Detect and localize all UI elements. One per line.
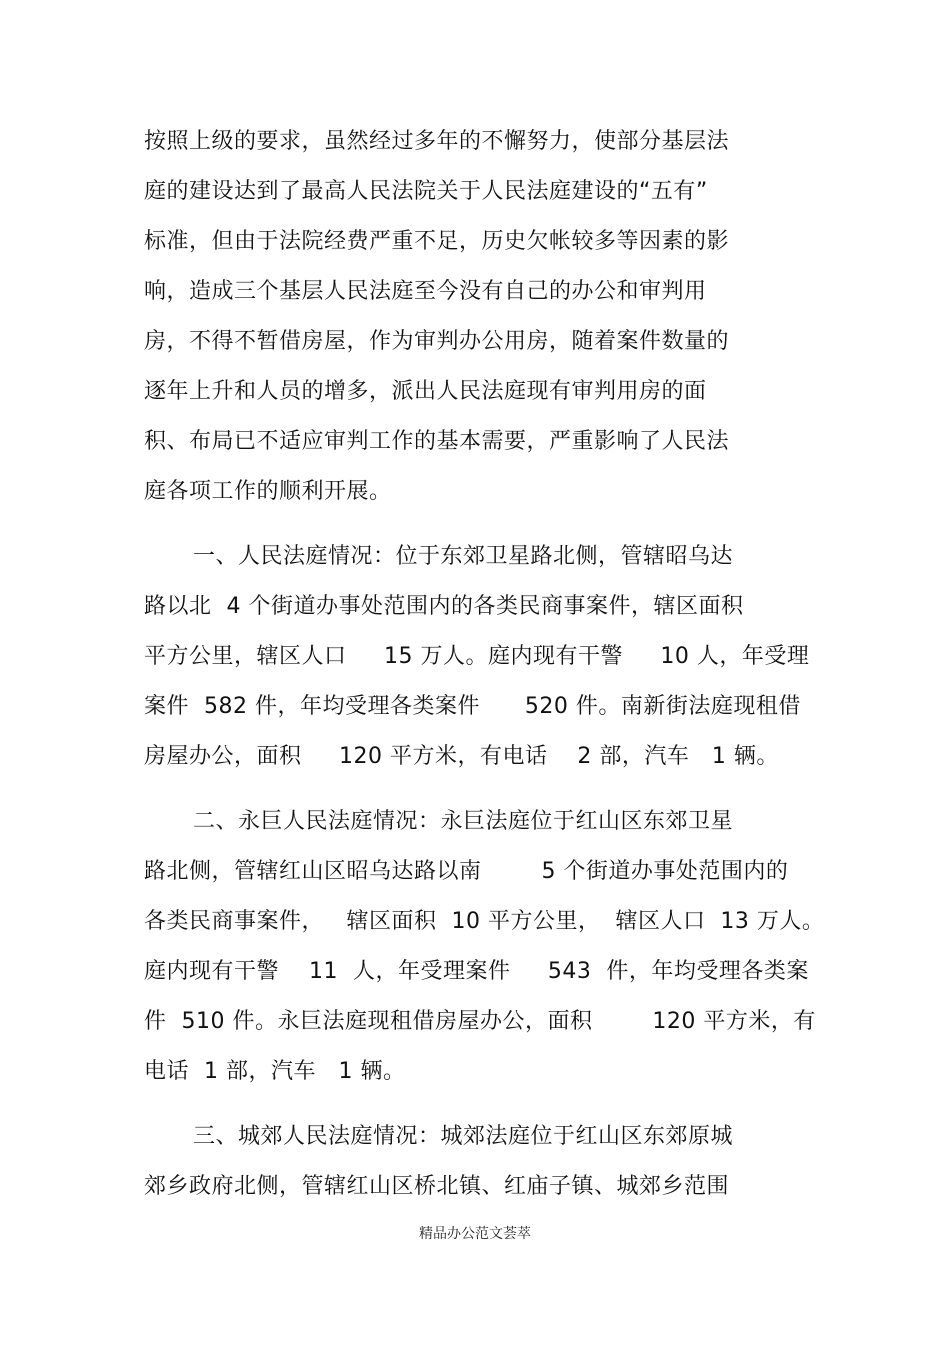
text-line: 路以北 4 个街道办事处范围内的各类民商事案件，辖区面积 — [144, 594, 744, 619]
text-line: 房屋办公，面积 120 平方米，有电话 2 部，汽车 1 辆。 — [144, 744, 779, 769]
text-line: 逐年上升和人员的增多，派出人民法庭现有审判用房的面 — [144, 379, 707, 404]
text-line: 庭内现有干警 11 人，年受理案件 543 件，年均受理各类案 — [144, 959, 809, 984]
text-line: 积、布局已不适应审判工作的基本需要，严重影响了人民法 — [144, 429, 730, 454]
text-line: 案件 582 件，年均受理各类案件 520 件。南新街法庭现租借 — [144, 694, 801, 719]
text-line: 庭的建设达到了最高人民法院关于人民法庭建设的“五有” — [144, 179, 708, 204]
text-line: 各类民商事案件， 辖区面积 10 平方公里， 辖区人口 13 万人。 — [144, 909, 825, 934]
text-line: 响，造成三个基层人民法庭至今没有自己的办公和审判用 — [144, 279, 707, 304]
text-line: 件 510 件。永巨法庭现租借房屋办公，面积 120 平方米，有 — [144, 1009, 816, 1034]
text-line: 郊乡政府北侧，管辖红山区桥北镇、红庙子镇、城郊乡范围 — [144, 1174, 730, 1199]
text-line: 电话 1 部，汽车 1 辆。 — [144, 1059, 406, 1084]
text-line: 平方公里，辖区人口 15 万人。庭内现有干警 10 人，年受理 — [144, 644, 810, 669]
text-line: 按照上级的要求，虽然经过多年的不懈努力，使部分基层法 — [144, 129, 730, 154]
section-three-first-line: 三、城郊人民法庭情况：城郊法庭位于红山区东郊原城 — [193, 1124, 734, 1149]
section-one-first-line: 一、人民法庭情况：位于东郊卫星路北侧，管辖昭乌达 — [193, 544, 734, 569]
text-line: 路北侧，管辖红山区昭乌达路以南 5 个街道办事处范围内的 — [144, 859, 789, 884]
text-line: 庭各项工作的顺利开展。 — [144, 479, 392, 504]
page-footer: 精品办公范文荟萃 — [419, 1226, 531, 1242]
text-line: 标准，但由于法院经费严重不足，历史欠帐较多等因素的影 — [144, 229, 730, 254]
section-two-first-line: 二、永巨人民法庭情况：永巨法庭位于红山区东郊卫星 — [193, 809, 734, 834]
text-line: 房，不得不暂借房屋，作为审判办公用房，随着案件数量的 — [144, 329, 730, 354]
